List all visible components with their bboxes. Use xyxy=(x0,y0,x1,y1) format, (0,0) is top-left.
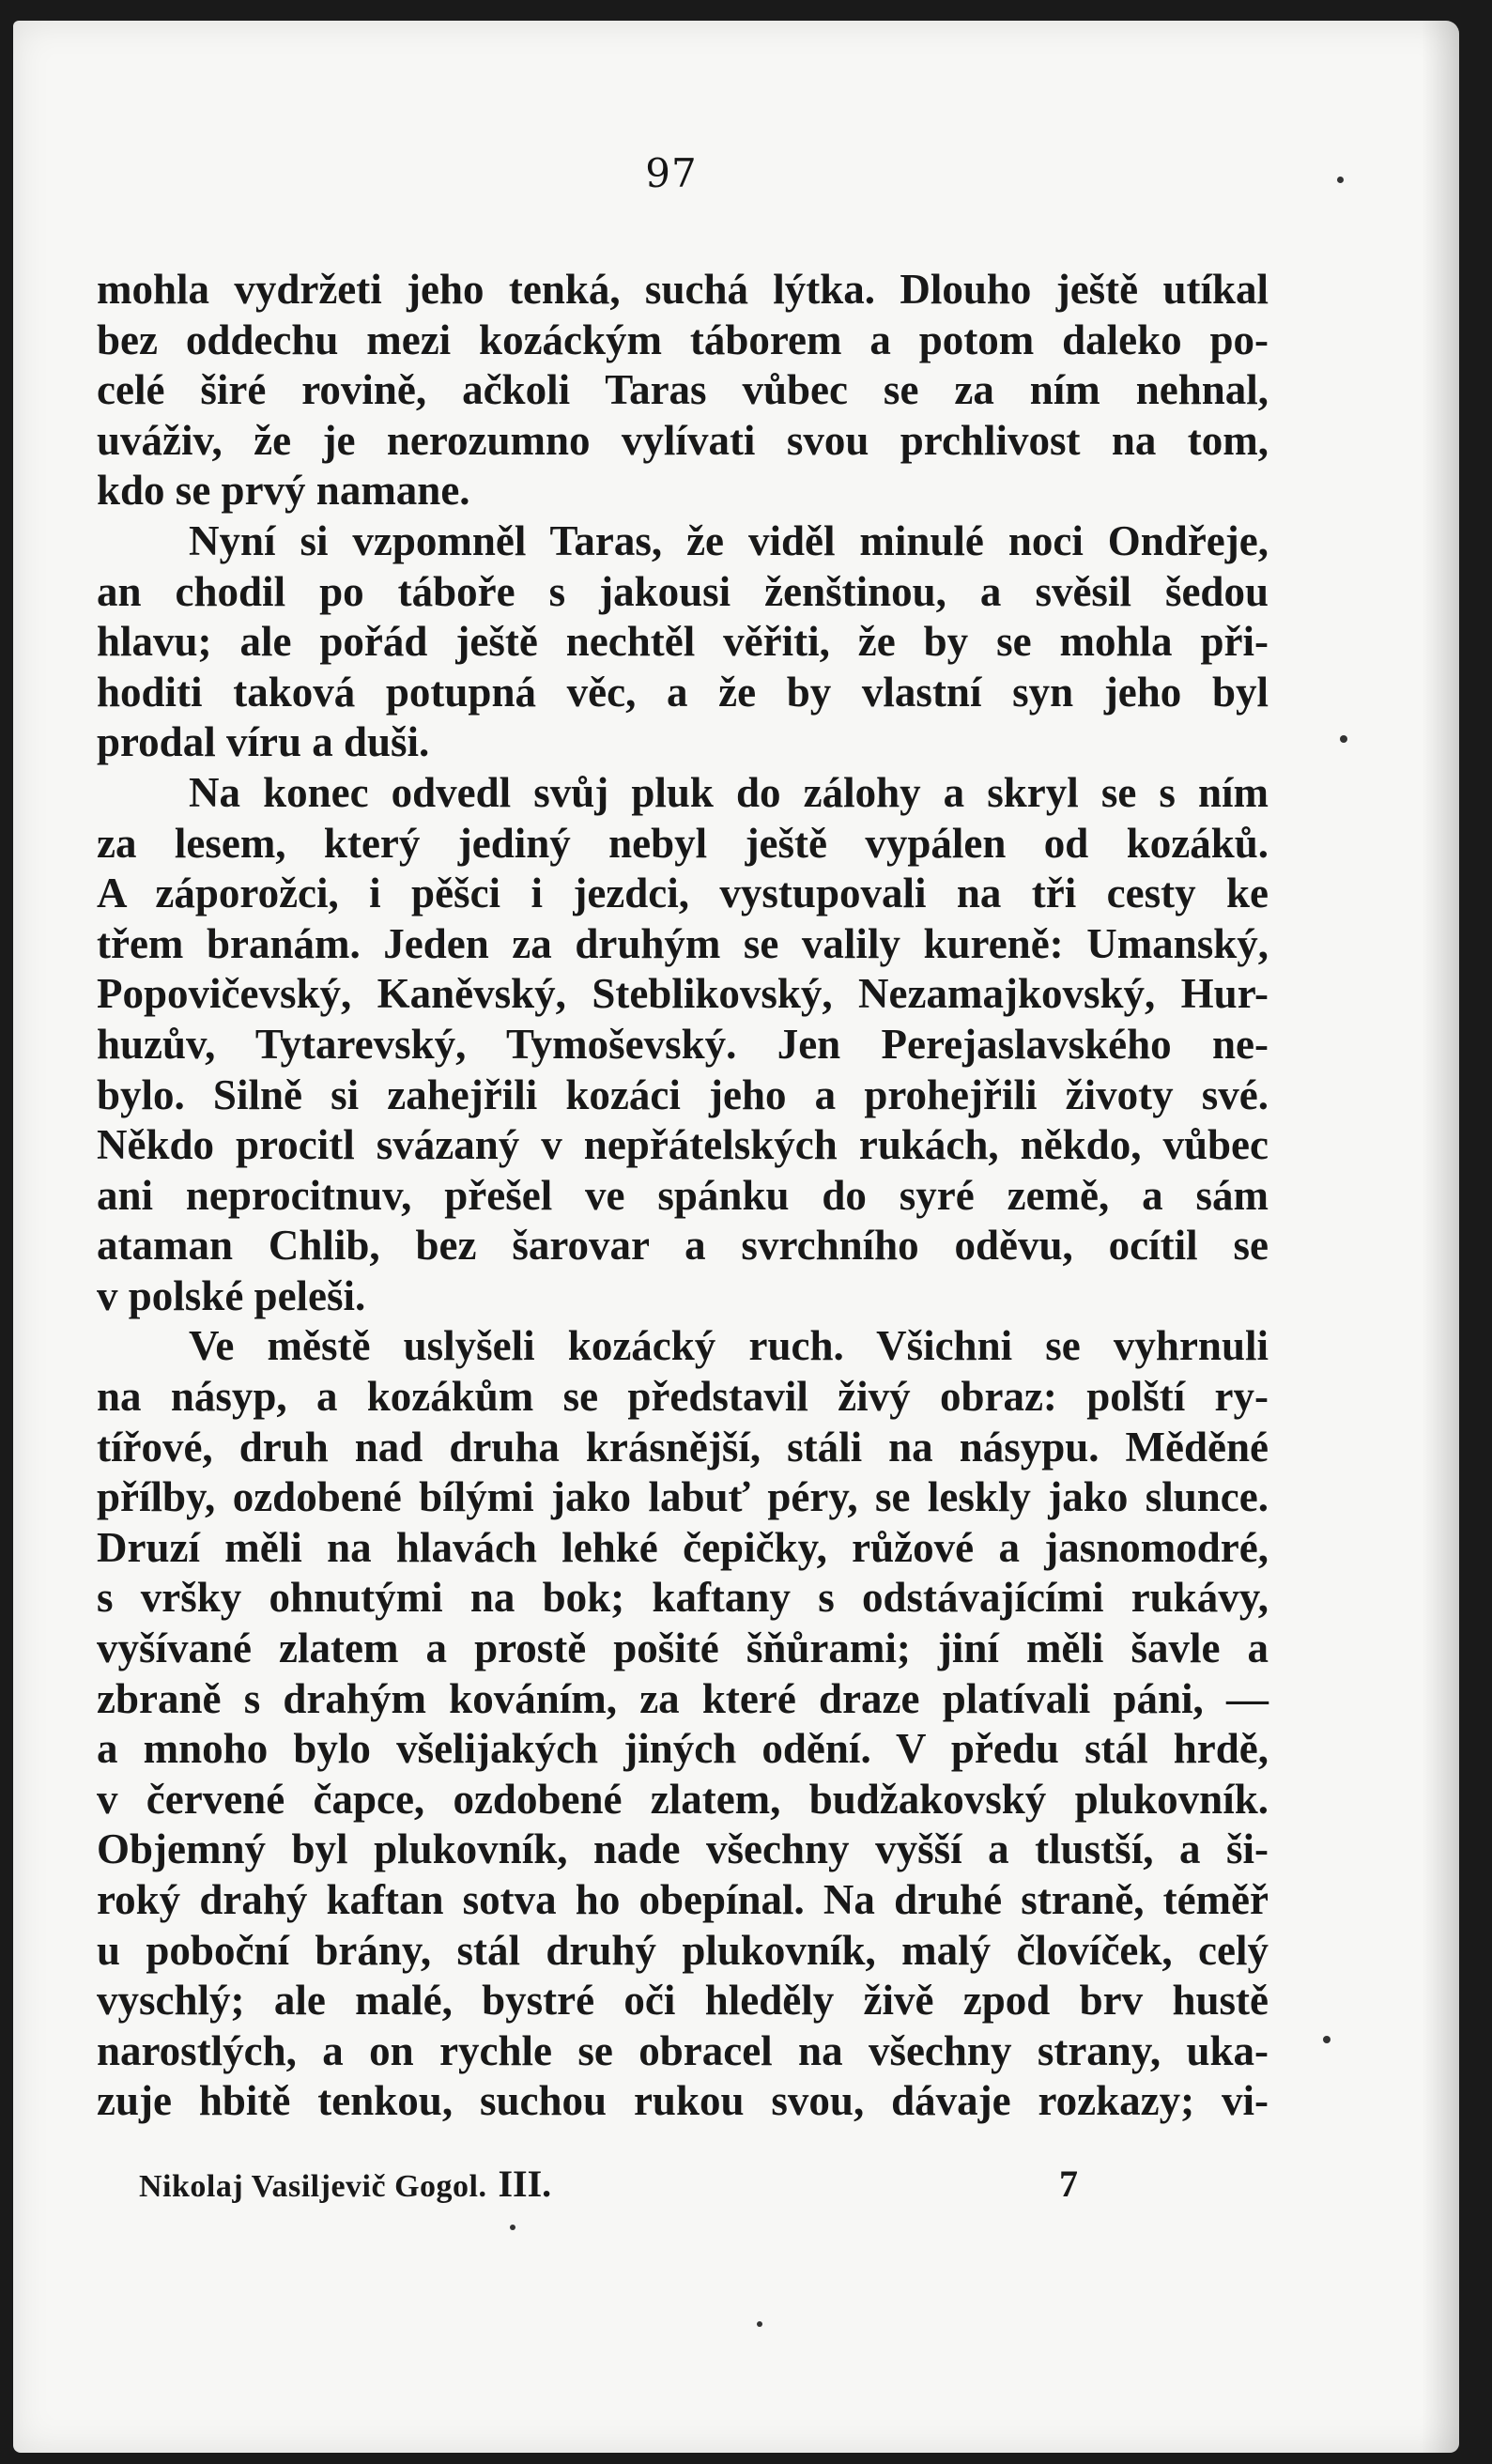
text-line: A záporožci, i pěšci i jezdci, vystupovali na tři cesty ke xyxy=(97,870,1269,917)
text-line: Objemný byl plukovník, nade všechny vyšší a tlustší, a ši- xyxy=(97,1825,1269,1873)
text-line: tířové, druh nad druha krásnější, stáli na násypu. Měděné xyxy=(97,1423,1269,1471)
text-line: s vršky ohnutými na bok; kaftany s odstávajícími rukávy, xyxy=(97,1574,1269,1622)
text-line: Nyní si vzpomněl Taras, že viděl minulé noci Ondřeje, xyxy=(189,516,1269,564)
text-line: roký drahý kaftan sotva ho obepínal. Na druhé straně, téměř xyxy=(97,1876,1269,1923)
text-line: narostlých, a on rychle se obracel na všechny strany, uka- xyxy=(97,2026,1269,2074)
text-line: huzův, Tytarevský, Tymoševský. Jen Perejaslavského ne- xyxy=(97,1020,1269,1068)
text-line: bylo. Silně si zahejřili kozáci jeho a prohejřili životy své. xyxy=(97,1070,1269,1118)
text-line: kdo se prvý namane. xyxy=(97,467,470,515)
text-line: celé širé rovině, ačkoli Taras vůbec se za ním nehnal, xyxy=(97,366,1269,414)
text-line: v červené čapce, ozdobené zlatem, budžakovský plukovník. xyxy=(97,1775,1269,1823)
footer-volume: III. xyxy=(498,2163,552,2205)
text-line: Druzí měli na hlavách lehké čepičky, růžové a jasnomodré, xyxy=(97,1523,1269,1571)
text-line: Ve městě uslyšeli kozácký ruch. Všichni se vyhrnuli xyxy=(189,1322,1269,1370)
text-line: přílby, ozdobené bílými jako labuť péry, se leskly jako slunce. xyxy=(97,1473,1269,1521)
text-line: prodal víru a duši. xyxy=(97,718,430,766)
footer-author: Nikolaj Vasiljevič Gogol. xyxy=(139,2169,487,2204)
page-number: 97 xyxy=(645,150,698,196)
text-line: ataman Chlib, bez šarovar a svrchního oděvu, ocítil se xyxy=(97,1222,1269,1270)
text-line: mohla vydržeti jeho tenká, suchá lýtka. Dlouho ještě utíkal xyxy=(97,266,1269,313)
text-line: zuje hbitě tenkou, suchou rukou svou, dávaje rozkazy; vi- xyxy=(97,2077,1269,2125)
text-line: bez oddechu mezi kozáckým táborem a potom daleko po- xyxy=(97,316,1269,363)
print-speck xyxy=(510,2225,515,2230)
text-line: ani neprocitnuv, přešel ve spánku do syré země, a sám xyxy=(97,1171,1269,1219)
text-line: Popovičevský, Kaněvský, Steblikovský, Nezamajkovský, Hur- xyxy=(97,970,1269,1018)
text-line: zbraně s drahým kováním, za které draze platívali páni, — xyxy=(97,1674,1269,1722)
text-line: v polské peleši. xyxy=(97,1271,366,1319)
text-line: Někdo procitl svázaný v nepřátelských rukách, někdo, vůbec xyxy=(97,1121,1269,1169)
text-line: vyšívané zlatem a prostě pošité šňůrami; jiní měli šavle a xyxy=(97,1625,1269,1672)
text-line: Na konec odvedl svůj pluk do zálohy a skryl se s ním xyxy=(189,768,1269,816)
text-line: hlavu; ale pořád ještě nechtěl věřiti, že by se mohla při- xyxy=(97,618,1269,666)
text-line: za lesem, který jediný nebyl ještě vypálen od kozáků. xyxy=(97,819,1269,867)
text-line: hoditi taková potupná věc, a že by vlastní syn jeho byl xyxy=(97,668,1269,716)
print-speck xyxy=(757,2321,762,2327)
text-line: an chodil po táboře s jakousi ženštinou, a svěsil šedou xyxy=(97,567,1269,615)
text-line: a mnoho bylo všelijakých jiných odění. V předu stál hrdě, xyxy=(97,1725,1269,1773)
text-line: u poboční brány, stál druhý plukovník, malý človíček, celý xyxy=(97,1926,1269,1974)
text-line: vyschlý; ale malé, bystré oči hleděly živě zpod brv hustě xyxy=(97,1977,1269,2025)
text-line: třem branám. Jeden za druhým se valily kureně: Umanský, xyxy=(97,919,1269,967)
print-speck xyxy=(1337,177,1344,183)
page-edge-shadow xyxy=(1422,21,1459,2453)
footer-sheet-number: 7 xyxy=(1059,2163,1078,2205)
page-footer xyxy=(139,2162,1125,2206)
print-speck xyxy=(1340,735,1347,743)
print-speck xyxy=(1323,2036,1330,2043)
text-line: uváživ, že je nerozumno vylívati svou prchlivost na tom, xyxy=(97,416,1269,464)
text-line: na násyp, a kozákům se představil živý obraz: polští ry- xyxy=(97,1373,1269,1421)
body-text xyxy=(97,265,1269,2127)
